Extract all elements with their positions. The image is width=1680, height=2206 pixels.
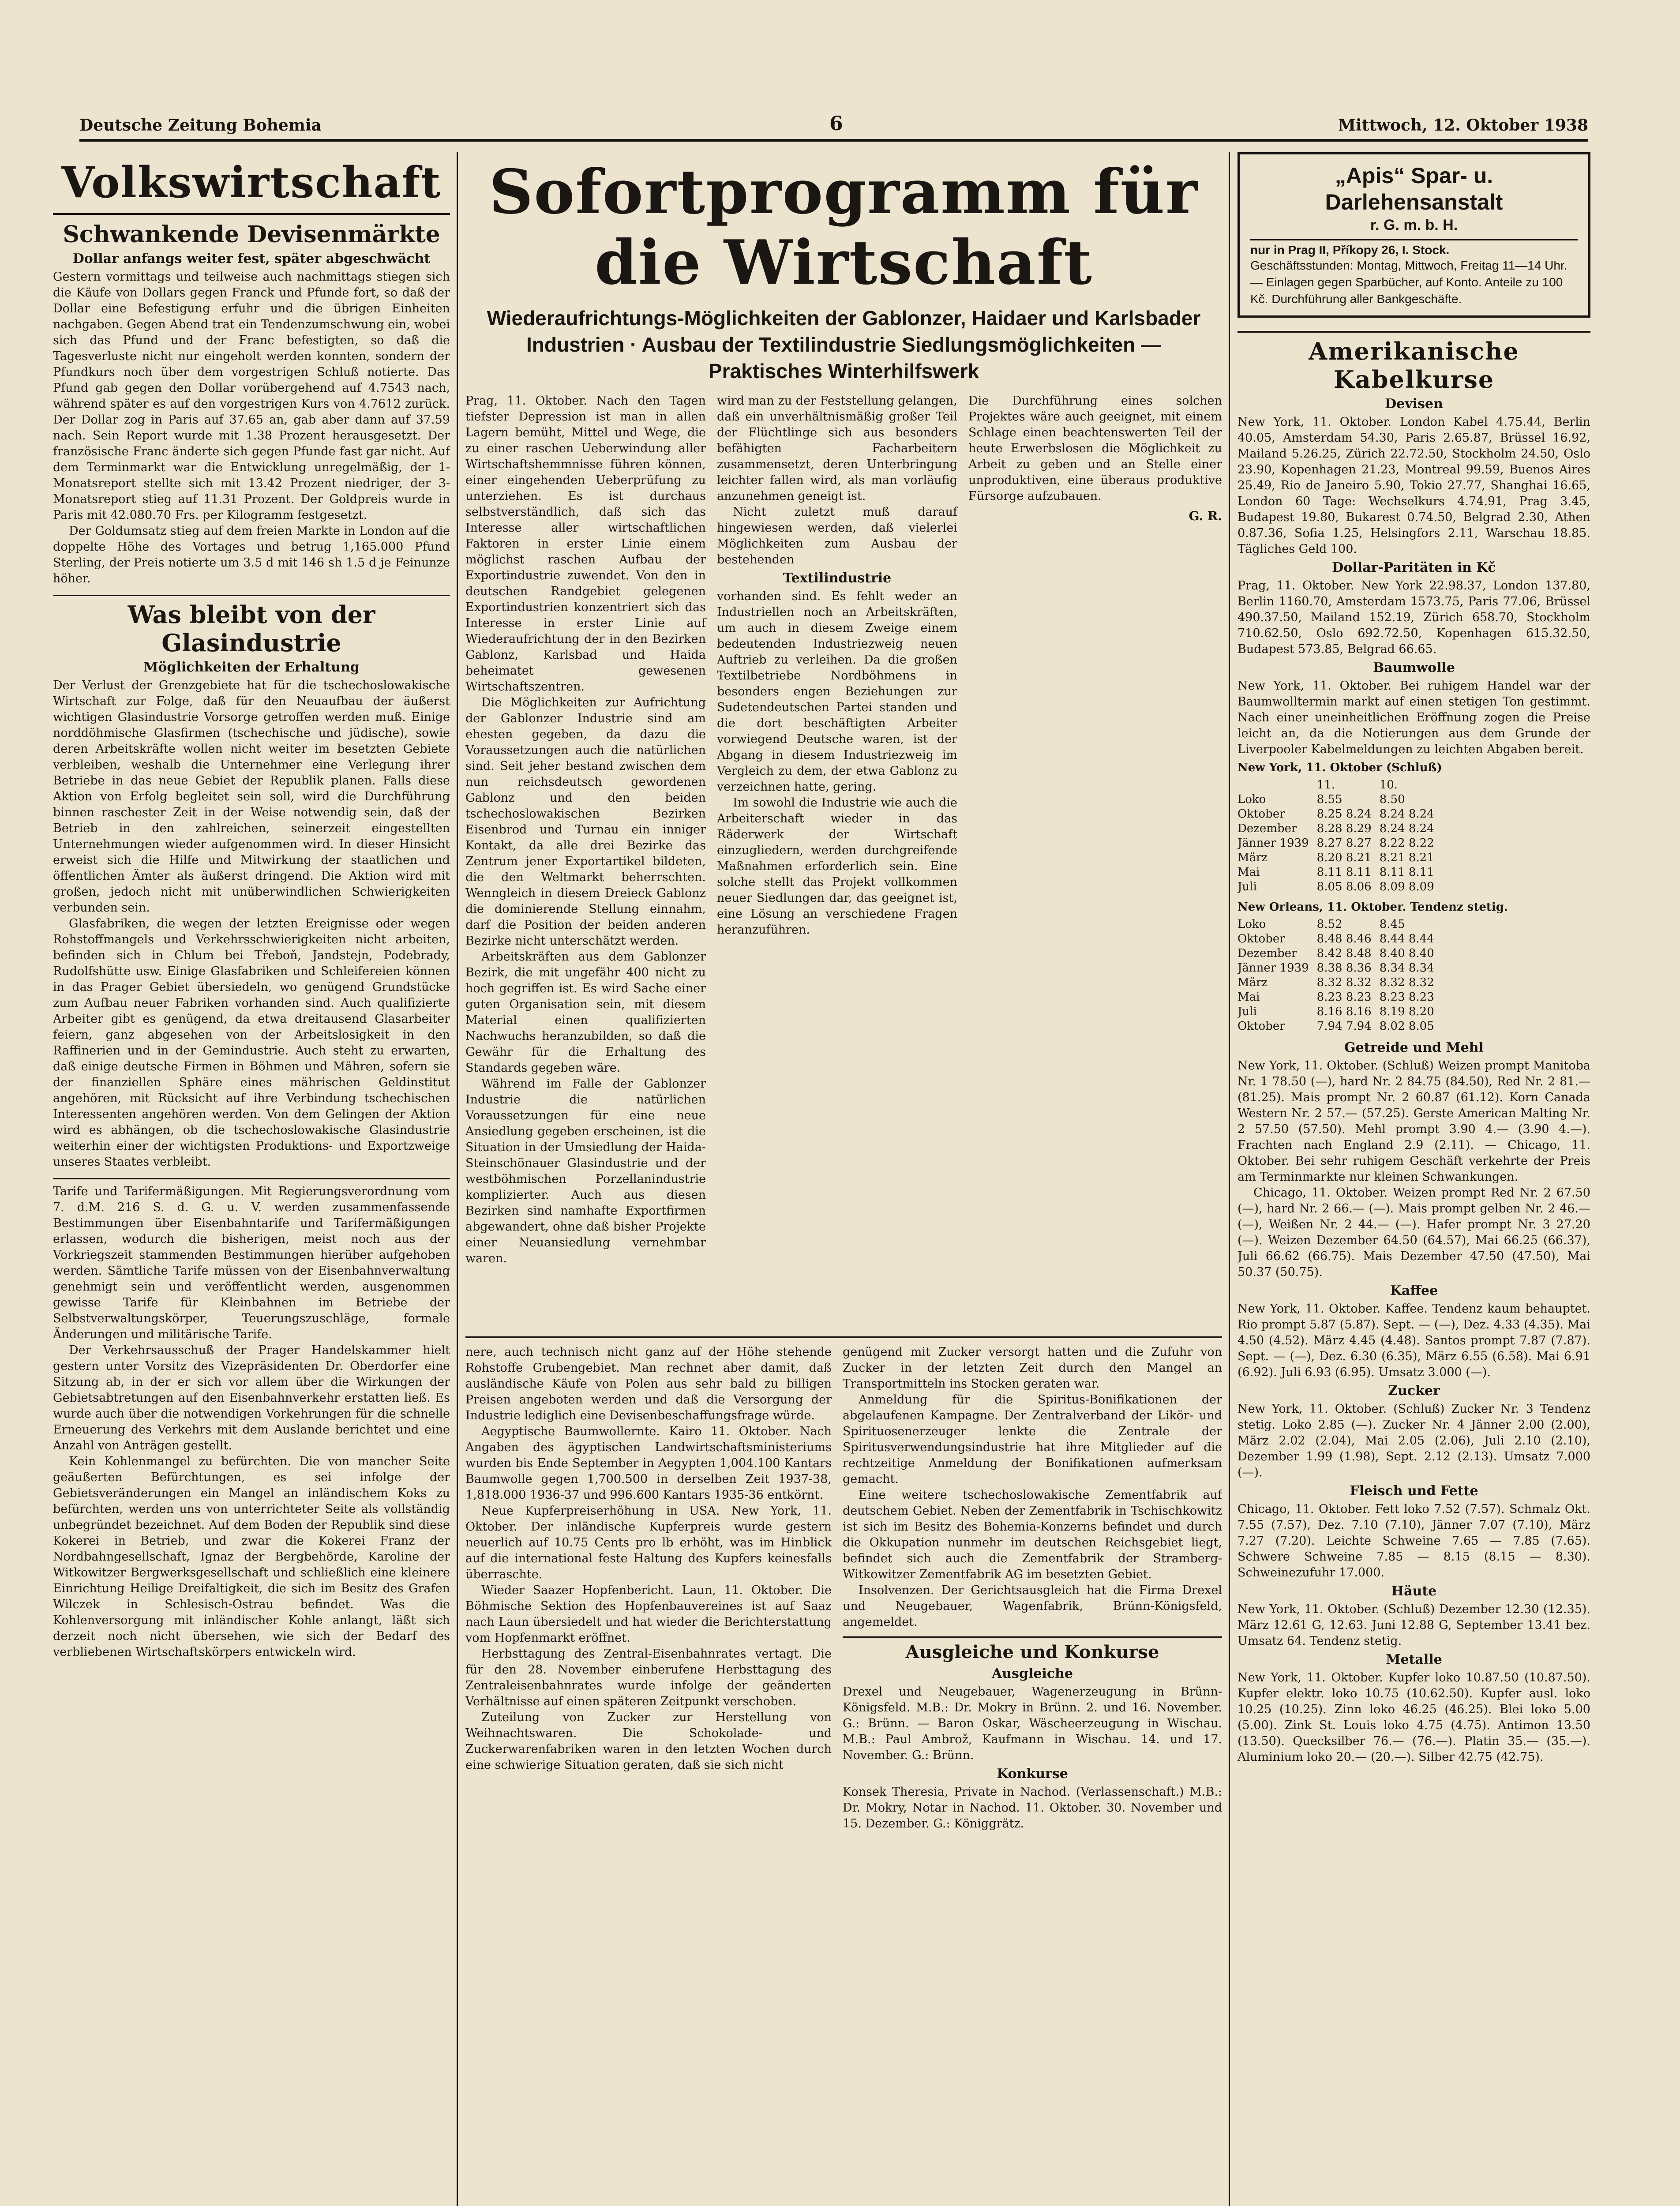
page-number: 6 xyxy=(829,113,843,135)
table-cell: März xyxy=(1238,851,1268,864)
main-headline: Sofortprogramm für die Wirtschaft xyxy=(489,156,1199,298)
table-row xyxy=(1238,917,1442,932)
table-cell: 8.55 xyxy=(1316,793,1342,806)
article-devisen xyxy=(53,221,450,587)
table-cell: Dezember xyxy=(1238,822,1297,835)
news-brief: Zuteilung von Zucker zur Herstellung von Weihnachtswaren. Die Schokolade- und Zuckerwarenfabriken waren in den letzten Wochen durch eine schwierige Situation geraten, daß sie sich nicht xyxy=(465,1711,832,1772)
news-brief: genügend mit Zucker versorgt hatten und die Zufuhr von Zucker in der letzten Zeit durch den Mangel an Transportmitteln ins Stocken geraten war. xyxy=(843,1345,1222,1391)
table-row xyxy=(1238,990,1442,1005)
section-title: Volkswirtschaft xyxy=(53,152,450,215)
market-title: Fleisch und Fette xyxy=(1350,1483,1478,1499)
article-title: Schwankende Devisenmärkte xyxy=(63,221,440,248)
table-cell: 8.42 8.48 xyxy=(1316,947,1372,960)
cotton-table-newyork xyxy=(1238,778,1442,894)
main-article-col3 xyxy=(968,393,1222,523)
table-cell: 8.40 8.40 xyxy=(1379,947,1434,960)
table-cell: 8.48 8.46 xyxy=(1316,932,1372,945)
table-cell: 8.09 8.09 xyxy=(1379,880,1434,893)
table-row xyxy=(1238,792,1442,807)
table-row xyxy=(1238,836,1442,851)
table-cell: März xyxy=(1238,976,1268,989)
market-title: Devisen xyxy=(1385,396,1443,412)
table-header-cell: 11. xyxy=(1316,778,1335,792)
market-title: Häute xyxy=(1391,1583,1437,1599)
market-report: New York, 11. Oktober. (Schluß) Zucker Nr. 3 Tendenz stetig. Loko 2.85 (—). Zucker Nr. 4 Jänner 2.00 (2.00), März 2.02 (2.04), Mai 2.05 (2.06), Juli 2.10 (2.10), Dezember 1.99 (1.98), Sept. 2.12 (2.13). Umsatz 7.000 (—). xyxy=(1238,1402,1590,1479)
market-report: New York, 11. Oktober. (Schluß) Weizen prompt Manitoba Nr. 1 78.50 (—), hard Nr. 2 84.75 (84.50), Red Nr. 2 81.— (81.25). Mais prompt Nr. 2 60.87 (61.12). Korn Canada Western Nr. 2 57.— (57.25). Gerste American Malting Nr. 2 57.50 (57.50). Mehl prompt 3.90 4.— (3.90 4.—). Frachten nach England 2.9 (2.11). — Chicago, 11. Oktober. Bei sehr ruhigem Geschäft verkehrte der Preis am Terminmarkte nur kleinen Schwankungen. xyxy=(1238,1059,1590,1184)
table-row xyxy=(1238,807,1442,822)
table-cell: Juli xyxy=(1238,1005,1257,1018)
ad-address: nur in Prag II, Příkopy 26, I. Stock. xyxy=(1250,243,1450,257)
lower-news xyxy=(465,1344,1222,2138)
lower-news-left xyxy=(465,1344,832,1773)
table-cell: 8.19 8.20 xyxy=(1379,1005,1434,1018)
article-paragraph: vorhanden sind. Es fehlt weder an Industriellen noch an Arbeitskräften, um auch in diesem Zweige einem bedeutenden Industriezweig neuen Auftrieb zu verleihen. Da die großen Textilbetriebe Nordböhmens in besonders engen Beziehungen zur Sudetendeutschen Partei standen und die dort beschäftigten Arbeiter vorwiegend Deutsche waren, ist der Abgang in diesem Industriezweig im Vergleich zu dem, der etwa Gablonz zu verzeichnen hatte, gering. xyxy=(717,589,957,794)
table-cell: Mai xyxy=(1238,866,1260,879)
table-cell: Juli xyxy=(1238,880,1257,893)
section-subtitle: Textilindustrie xyxy=(783,570,892,586)
market-report: Prag, 11. Oktober. New York 22.98.37, London 137.80, Berlin 1160.70, Amsterdam 1573.75, Paris 77.06, Brüssel 490.37.50, Mailand 152.19, Zürich 658.70, Stockholm 710.62.50, Oslo 692.72.50, Kopenhagen 615.32.50, Budapest 573.85, Belgrad 66.65. xyxy=(1238,579,1590,656)
market-title: Baumwolle xyxy=(1372,660,1455,675)
article-paragraph: wird man zu der Feststellung gelangen, daß ein unverhältnismäßig großer Teil der Flüchtlinge sich aus besonders befähigten Facharbeitern zusammensetzt, deren Unterbringung leichter fallen wird, als man vorläufig anzunehmen geneigt ist. xyxy=(717,394,957,503)
bank-advertisement xyxy=(1238,152,1590,318)
table-cell: 8.23 8.23 xyxy=(1316,990,1372,1004)
main-article xyxy=(465,393,1222,1333)
article-glasindustrie xyxy=(53,595,450,1170)
notice-text: Konsek Theresia, Private in Nachod. (Verlassenschaft.) M.B.: Dr. Mokry, Notar in Nachod. 11. Oktober. 30. November und 15. Dezember. G.: Königgrätz. xyxy=(843,1785,1222,1831)
table-cell: 8.22 8.22 xyxy=(1379,837,1434,850)
table-row xyxy=(1238,975,1442,990)
issue-date: Mittwoch, 12. Oktober 1938 xyxy=(1338,116,1588,135)
notice-text: Drexel und Neugebauer, Wagenerzeugung in Brünn-Königsfeld. M.B.: Dr. Mokry in Brünn. 2. und 16. November. G.: Brünn. — Baron Oskar, Wäscheerzeugung in Wischau. M.B.: Paul Ambrož, Kaufmann in Wischau. 14. und 17. November. G.: Brünn. xyxy=(843,1685,1222,1762)
market-title: Getreide und Mehl xyxy=(1344,1040,1484,1055)
ad-text: Geschäftsstunden: Montag, Mittwoch, Freitag 11—14 Uhr. — Einlagen gegen Sparbücher, auf Konto. Anteile zu 100 Kč. Durchführung aller Bankgeschäfte. xyxy=(1250,259,1568,306)
article-paragraph: Die Möglichkeiten zur Aufrichtung der Gablonzer Industrie sind am ehesten gegeben, da dazu die Voraussetzungen auch die natürlichen sind. Seit jeher bestand zwischen dem nun reichsdeutsch gewordenen Gablonz und den beiden tschechoslowakischen Bezirken Eisenbrod und Turnau ein inniger Kontakt, da alle drei Bezirke das Zentrum jener Exportartikel bildeten, die den Weltmarkt beherrschten. Wenngleich in diesem Dreieck Gablonz die dominierende Stellung einnahm, darf die Position der beiden anderen Bezirke nicht unterschätzt werden. xyxy=(465,696,706,948)
market-report: Chicago, 11. Oktober. Weizen prompt Red Nr. 2 67.50 (—), hard Nr. 2 66.— (—). Mais prompt gelben Nr. 2 46.— (—), Weißen Nr. 2 44.— (—). Hafer prompt Nr. 3 27.20 (—). Weizen Dezember 64.50 (64.57), Mai 66.25 (66.37), Juli 66.62 (66.75). Mais Dezember 47.50 (47.50), Mai 50.37 (50.75). xyxy=(1238,1186,1590,1279)
table-title: New York, 11. Oktober (Schluß) xyxy=(1238,761,1442,774)
news-brief: Neue Kupferpreiserhöhung in USA. New York, 11. Oktober. Der inländische Kupferpreis wurde gestern neuerlich auf 10.75 Cents pro lb erhöht, was im Hinblick auf die international feste Haltung des Kupfers keinesfalls überraschte. xyxy=(465,1504,832,1581)
market-report: Chicago, 11. Oktober. Fett loko 7.52 (7.57). Schmalz Okt. 7.55 (7.57), Dez. 7.10 (7.10), Jänner 7.07 (7.10), März 7.27 (7.20). Leichte Schweine 7.65 — 7.85 (7.65). Schwere Schweine 7.85 — 8.15 (8.15 — 8.30). Schweinezufuhr 17.000. xyxy=(1238,1502,1590,1579)
table-row xyxy=(1238,932,1442,946)
market-title: Metalle xyxy=(1386,1652,1442,1667)
ad-divider xyxy=(1250,239,1578,240)
table-cell: Oktober xyxy=(1238,807,1285,821)
table-cell: 8.24 8.24 xyxy=(1379,807,1434,821)
market-report: New York, 11. Oktober. London Kabel 4.75.44, Berlin 40.05, Amsterdam 54.30, Paris 2.65.87, Brüssel 16.92, Mailand 5.26.25, Zürich 22.72.50, Stockholm 24.50, Oslo 23.90, Kopenhagen 21.23, Montreal 99.59, Buenos Aires 25.49, Rio de Janeiro 5.90, Tokio 27.77, Shanghai 16.65, London 60 Tage: Wechselkurs 4.74.91, Prag 3.45, Budapest 19.80, Bukarest 0.74.50, Belgrad 2.30, Athen 0.87.36, Sofia 1.25, Helsingfors 2.11, Warschau 18.85. Tägliches Geld 100. xyxy=(1238,415,1590,556)
market-report: New York, 11. Oktober. Kupfer loko 10.87.50 (10.87.50). Kupfer elektr. loko 10.75 (10.62.50). Kupfer ausl. loko 10.25 (10.25). Zinn loko 46.25 (46.25). Blei loko 5.00 (5.00). Zink St. Louis loko 4.75 (4.75). Antimon 13.50 (13.50). Quecksilber 76.— (76.—). Platin 35.— (35.—). Aluminium loko 20.— (20.—). Silber 42.75 (42.75). xyxy=(1238,1671,1590,1764)
table-cell: Oktober xyxy=(1238,1020,1285,1033)
article-paragraph: Nicht zuletzt muß darauf hingewiesen werden, daß vielerlei Möglichkeiten zum Ausbau der bestehenden xyxy=(717,505,957,567)
market-title: Zucker xyxy=(1388,1383,1440,1399)
table-cell: 8.50 xyxy=(1379,793,1405,806)
table-row xyxy=(1238,961,1442,975)
article-paragraph: Im sowohl die Industrie wie auch die Arbeiterschaft wieder in das Räderwerk der Wirtschaft einzugliedern, werden durchgreifende Maßnahmen erforderlich sein. Eine solche stellt das Projekt vollkommen neuer Siedlungen dar, das geeignet ist, eine Lösung an verschiedene Fragen heranzuführen. xyxy=(717,796,957,937)
market-title: Dollar-Paritäten in Kč xyxy=(1332,560,1496,575)
table-cell: 8.28 8.29 xyxy=(1316,822,1372,835)
article-paragraph: Arbeitskräften aus dem Gablonzer Bezirk, die mit ungefähr 400 nicht zu hoch gegriffen ist. Es wird Sache einer guten Organisation sein, mit diesem Material einen qualifizierten Nachwuchs heranzubilden, so daß die Gewähr für die Erhaltung des Standards gegeben wäre. xyxy=(465,950,706,1075)
table-row xyxy=(1238,851,1442,865)
article-paragraph: Während im Falle der Gablonzer Industrie die natürlichen Voraussetzungen für eine neue Ansiedlung gegeben erscheinen, ist die Situation in der Umsiedlung der Haida-Steinschönauer Glasindustrie und der westböhmischen Porzellanindustrie komplizierter. Auch aus diesen Bezirken sind namhafte Exportfirmen abgewandert, ohne daß bisher Projekte einer Neuansiedlung vernehmbar waren. xyxy=(465,1077,706,1265)
news-brief: Insolvenzen. Der Gerichtsausgleich hat die Firma Drexel und Neugebauer, Wagenfabrik, Brünn-Königsfeld, angemeldet. xyxy=(843,1583,1222,1629)
table-cell: 8.11 8.11 xyxy=(1316,866,1372,879)
news-brief: Herbsttagung des Zentral-Eisenbahnrates vertagt. Die für den 28. November einberufene Herbsttagung des Zentraleisenbahnrates wurde infolge der geänderten Verhältnisse auf einen späteren Zeitpunkt verschoben. xyxy=(465,1647,832,1708)
table-row xyxy=(1238,1019,1442,1034)
table-cell: 8.23 8.23 xyxy=(1379,990,1434,1004)
article-paragraph: Prag, 11. Oktober. Nach den Tagen tiefster Depression ist man in allen Lagern bemüht, Mittel und Wege, die zu einer raschen Ueberwindung aller Wirtschaftshemmnisse führen können, einer eingehenden Ueberprüfung zu unterziehen. Es ist durchaus selbstverständlich, daß sich das Interesse aller wirtschaftlichen Faktoren in erster Linie einem möglichst raschen Aufbau der Exportindustrie zuwendet. Von den in deutschen Randgebiet gelegenen Exportindustrien konzentriert sich das Interesse in erster Linie auf Wiederaufrichtung der in den Bezirken Gablonz, Karlsbad und Haida beheimatet gewesenen Wirtschaftszentren. xyxy=(465,394,706,694)
article-title: Was bleibt von der Glasindustrie xyxy=(128,600,375,657)
left-column xyxy=(53,152,450,2206)
market-title: Kaffee xyxy=(1390,1283,1438,1298)
table-cell: Dezember xyxy=(1238,947,1297,960)
article-subtitle: Möglichkeiten der Erhaltung xyxy=(143,660,360,675)
article-paragraph: Gestern vormittags und teilweise auch nachmittags stiegen sich die Käufe von Dollars gegen Franck und Pfunde fort, so daß der Dollar eine Befestigung erfuhr und die übrigen Einheiten nachgaben. Gegen Abend trat ein Tendenzumschwung ein, wobei sich das Pfund und der Franc befestigten, so daß die Tagesverluste nicht nur eingeholt werden konnten, sondern der Pfundkurs noch über dem vorgestrigen Schluß notierte. Das Pfund gab gegen den Dollar vorübergehend auf 4.7543 nach, während später es auf den vorgestrigen Kurs von 4.7612 zurück. Der Dollar zog in Paris auf 37.65 an, gab aber dann auf 37.59 nach. Sein Report wurde mit 1.38 Prozent herausgesetzt. Der französische Franc änderte sich gegen Pfunde fast gar nicht. Auf dem Terminmarkt war die Entwicklung unregelmäßig, der 1-Monatsreport stellte sich mit 13.42 Prozent niedriger, der 3-Monatsreport stieg auf 11.31 Prozent. Der Goldpreis wurde in Paris mit 42.080.70 Frs. per Kilogramm festgesetzt. xyxy=(53,270,450,522)
table-title: New Orleans, 11. Oktober. Tendenz stetig. xyxy=(1238,900,1508,914)
news-brief: Eine weitere tschechoslowakische Zementfabrik auf deutschem Gebiet. Neben der Zementfabrik in Tschischkowitz ist sich im Besitz des Bohemia-Konzerns befindet und durch die Okkupation nunmehr im deutschen Reichsgebiet liegt, befindet sich auch die Zementfabrik der Stramberg-Witkowitzer Zementfabrik AG im besetzten Gebiet. xyxy=(843,1488,1222,1581)
section-subtitle: Ausgleiche xyxy=(992,1666,1073,1681)
table-row xyxy=(1238,880,1442,894)
table-cell: 8.25 8.24 xyxy=(1316,807,1372,821)
author-signature: G. R. xyxy=(1189,509,1222,523)
article-paragraph: Der Goldumsatz stieg auf dem freien Markte in London auf die doppelte Höhe des Vortages und betrug 1,165.000 Pfund Sterling, der Preis notierte um 3.5 d mit 146 sh 1.5 d je Feinunze höher. xyxy=(53,524,450,585)
table-cell: 8.05 8.06 xyxy=(1316,880,1372,893)
table-cell: 8.16 8.16 xyxy=(1316,1005,1372,1018)
table-cell: 8.20 8.21 xyxy=(1316,851,1372,864)
ad-subtitle: r. G. m. b. H. xyxy=(1370,217,1458,233)
table-cell: 7.94 7.94 xyxy=(1316,1020,1372,1033)
table-cell: 8.52 xyxy=(1316,918,1342,931)
table-cell: 8.02 8.05 xyxy=(1379,1020,1434,1033)
market-report: New York, 11. Oktober. Kaffee. Tendenz kaum behauptet. Rio prompt 5.87 (5.87). Sept. — (—), Dez. 4.33 (4.35). Mai 4.50 (4.52). März 4.45 (4.48). Santos prompt 7.87 (7.87). Sept. — (—), Dez. 6.30 (6.35), März 6.55 (6.58). Mai 6.91 (6.92). Juli 6.93 (6.95). Umsatz 3.000 (—). xyxy=(1238,1302,1590,1379)
ausgleiche-section xyxy=(843,1636,1222,1832)
table-cell: Loko xyxy=(1238,793,1266,806)
right-column xyxy=(1238,152,1590,2206)
table-row xyxy=(1238,1005,1442,1019)
table-cell: 8.32 8.32 xyxy=(1316,976,1372,989)
table-row xyxy=(1238,865,1442,880)
table-header-cell: 10. xyxy=(1379,778,1398,792)
table-cell: Oktober xyxy=(1238,932,1285,945)
section-divider xyxy=(465,1336,1222,1338)
table-cell: 8.34 8.34 xyxy=(1379,961,1434,975)
table-cell: 8.11 8.11 xyxy=(1379,866,1434,879)
market-report: New York, 11. Oktober. (Schluß) Dezember 12.30 (12.35). März 12.61 G, 12.63. Juni 12.88 G, September 13.41 bez. Umsatz 64. Tendenz stetig. xyxy=(1238,1602,1590,1648)
table-cell: 8.27 8.27 xyxy=(1316,837,1372,850)
news-brief: Wieder Saazer Hopfenbericht. Laun, 11. Oktober. Die Böhmische Sektion des Hopfenbauvereines ist auf Saaz nach Laun übersiedelt und hat wieder die Berichterstattung vom Hopfenmarkt eröffnet. xyxy=(465,1583,832,1645)
paper-name: Deutsche Zeitung Bohemia xyxy=(79,116,322,135)
table-header-cell xyxy=(1238,778,1317,792)
article-paragraph: Glasfabriken, die wegen der letzten Ereignisse oder wegen Rohstoffmangels und Verkehrsschwierigkeiten nicht arbeiten, befinden sich in Chlum bei Třeboň, Jandstejn, Podebrady, Rudolfshütte usw. Einige Glasfabriken und Schleifereien können in das Prager Gebiet übersiedeln, wo genügend Grundstücke zum Aufbau neuer Fabriken vorhanden sind. Auch qualifizierte Arbeiter gibt es genügend, da etwa dreitausend Glasarbeiter feiern, ganz abgesehen von der Arbeitslosigkeit in den Raffinerien und in der Gemindustrie. Auch steht zu erwarten, daß einige deutsche Firmen in Böhmen und Mähren, sofern sie der finanziellen Sphäre eines mährischen Geldinstitut angehören, mit Rücksicht auf ihre Verbindung tschechischen Interessenten angehören werden. Von dem Gelingen der Aktion wird es abhängen, ob die tschechoslowakische Glasindustrie weiterhin einer der wichtigsten Produktions- und Exportzweige unseres Staates verbleibt. xyxy=(53,917,450,1169)
table-cell: Mai xyxy=(1238,990,1260,1004)
column-rule xyxy=(457,152,458,2206)
main-article-col2 xyxy=(717,393,957,938)
cotton-table-neworleans xyxy=(1238,917,1442,1034)
table-cell: Jänner 1939 xyxy=(1238,837,1309,850)
column-rule xyxy=(1229,152,1230,2206)
news-brief: Tarife und Tarifermäßigungen. Mit Regierungsverordnung vom 7. d.M. 216 S. d. G. u. V. werden zusammenfassende Bestimmungen über Eisenbahntarife und Tarifermäßigungen erlassen, wodurch die bisherigen, meist noch aus der Vorkriegszeit stammenden Bestimmungen hierüber aufgehoben werden. Sämtliche Tarife müssen von der Eisenbahnverwaltung genehmigt sein und veröffentlicht werden, ausgenommen gewisse Tarife für Kleinbahnen im Betriebe der Selbstverwaltungskörper, Teuerungszuschläge, formale Änderungen und militärische Tarife. xyxy=(53,1185,450,1341)
page-header xyxy=(79,113,1588,142)
table-cell: 8.38 8.36 xyxy=(1316,961,1372,975)
news-brief: Aegyptische Baumwollernte. Kairo 11. Oktober. Nach Angaben des ägyptischen Landwirtschaftsministeriums wurden bis Ende September in Aegypten 1,004.100 Kantars Baumwolle gegen 1,700.500 in derselben Zeit 1937-38, 1,818.000 1936-37 und 996.600 Kantars 1935-36 entkörnt. xyxy=(465,1425,832,1502)
section-title: Ausgleiche und Konkurse xyxy=(905,1642,1159,1662)
table-cell: Loko xyxy=(1238,918,1266,931)
news-briefs xyxy=(53,1178,450,1660)
article-paragraph: Die Durchführung eines solchen Projektes wäre auch geeignet, mit einem Schlage einen beachtenswerten Teil der heute Erwerbslosen die Möglichkeit zu Arbeit zu geben und an Stelle einer unproduktiven, eine überaus produktive Fürsorge aufzubauen. xyxy=(968,394,1222,503)
news-brief: Der Verkehrsausschuß der Prager Handelskammer hielt gestern unter Vorsitz des Vizepräsidenten Dr. Oberdorfer eine Sitzung ab, in der er sich vor allem über die Wirkungen der Gebietsabtretungen auf den Eisenbahnverkehr erstatten ließ. Es wurde auch über die notwendigen Vorkehrungen für die schnelle Erneuerung des Verkehrs mit dem Auslande berichtet und eine Anzahl von Anträgen gestellt. xyxy=(53,1343,450,1452)
news-brief: nere, auch technisch nicht ganz auf der Höhe stehende Rohstoffe Grubengebiet. Man rechnet aber damit, daß ausländische Käufe von Polen aus sehr bald zu billigen Preisen angeboten werden und daß die Versorgung der Industrie lediglich eine Devisenbeschaffungsfrage würde. xyxy=(465,1345,832,1422)
table-row xyxy=(1238,946,1442,961)
ad-title: „Apis“ Spar- u. Darlehensanstalt xyxy=(1325,163,1503,214)
article-subtitle: Dollar anfangs weiter fest, später abgeschwächt xyxy=(72,251,431,266)
table-cell: 8.24 8.24 xyxy=(1379,822,1434,835)
table-cell: 8.32 8.32 xyxy=(1379,976,1434,989)
table-cell: 8.45 xyxy=(1379,918,1405,931)
market-report: New York, 11. Oktober. Bei ruhigem Handel war der Baumwolltermin markt auf einen stetigen Ton gestimmt. Nach einer uneinheitlichen Eröffnung zogen die Preise leicht an, da die Notierungen aus dem Grunde der Liverpooler Kabelmeldungen zu leichten Abgaben bereit. xyxy=(1238,679,1590,756)
table-cell: 8.21 8.21 xyxy=(1379,851,1434,864)
table-header-row xyxy=(1238,778,1442,792)
section-subtitle: Konkurse xyxy=(997,1766,1068,1782)
section-title: Amerikanische Kabelkurse xyxy=(1238,331,1590,394)
table-row xyxy=(1238,822,1442,836)
table-cell: 8.44 8.44 xyxy=(1379,932,1434,945)
news-brief: Kein Kohlenmangel zu befürchten. Die von mancher Seite geäußerten Befürchtungen, es sei infolge der Gebietsveränderungen ein Mangel an inländischem Koks zu befürchten, werden uns von unterrichteter Seite als vollständig unbegründet bezeichnet. Auf dem Boden der Republik sind diese Kokerei in Betrieb, und zwar die Kokerei Franz der Nordbahngesellschaft, Ignaz der Bergbehörde, Karoline der Witkowitzer Bergwerksgesellschaft und schließlich eine kleinere Einrichtung Heilige Dreifaltigkeit, die sich im Besitz des Grafen Wilczek in Schlesisch-Ostrau befindet. Was die Kohlenversorgung mit inländischer Kohle anlangt, läßt sich derzeit noch nicht übersehen, wie sich der Bedarf des verbliebenen Wirtschaftskörpers entwickeln wird. xyxy=(53,1455,450,1659)
table-cell: Jänner 1939 xyxy=(1238,961,1309,975)
news-brief: Anmeldung für die Spiritus-Bonifikationen der abgelaufenen Kampagne. Der Zentralverband der Likör- und Spirituosenerzeuger lenkte die Zentrale der Spiritusverwendungsindustrie hat ihre Mitglieder auf die rechtzeitige Anmeldung der Bonifikationen aufmerksam gemacht. xyxy=(843,1393,1222,1486)
center-column xyxy=(465,152,1222,2206)
article-paragraph: Der Verlust der Grenzgebiete hat für die tschechoslowakische Wirtschaft zur Folge, daß für den Neuaufbau der äußerst wichtigen Glasindustrie Vorsorge getroffen werden muß. Einige norddöhmische Glasfirmen (tschechische und jüdische), sowie deren Arbeitskräfte wollen nicht weiter im besetzten Gebiete verbleiben, weshalb die Unternehmer eine Verlegung ihrer Betriebe in das neue Gebiet der Republik planen. Falls diese Aktion von Erfolg begleitet sein soll, wird die Durchführung binnen raschester Zeit in der Weise notwendig sein, daß der Betrieb in den zahlreichen, seinerzeit eingestellten Unternehmungen wieder aufgenommen wird. In dieser Hinsicht erweist sich die Hilfe und Mitwirkung der staatlichen und öffentlichen Ämter als äußerst dringend. Die Aktion wird mit großen, jedoch nicht mit unüberwindlichen Schwierigkeiten verbunden sein. xyxy=(53,679,450,915)
lower-news-right xyxy=(843,1344,1222,1832)
main-article-col1 xyxy=(465,393,706,1267)
main-subheadline: Wiederaufrichtungs-Möglichkeiten der Gablonzer, Haidaer und Karlsbader Industrien · Ausbau der Textilindustrie Siedlungsmöglichkeiten — Praktisches Winterhilfswerk xyxy=(487,307,1201,383)
